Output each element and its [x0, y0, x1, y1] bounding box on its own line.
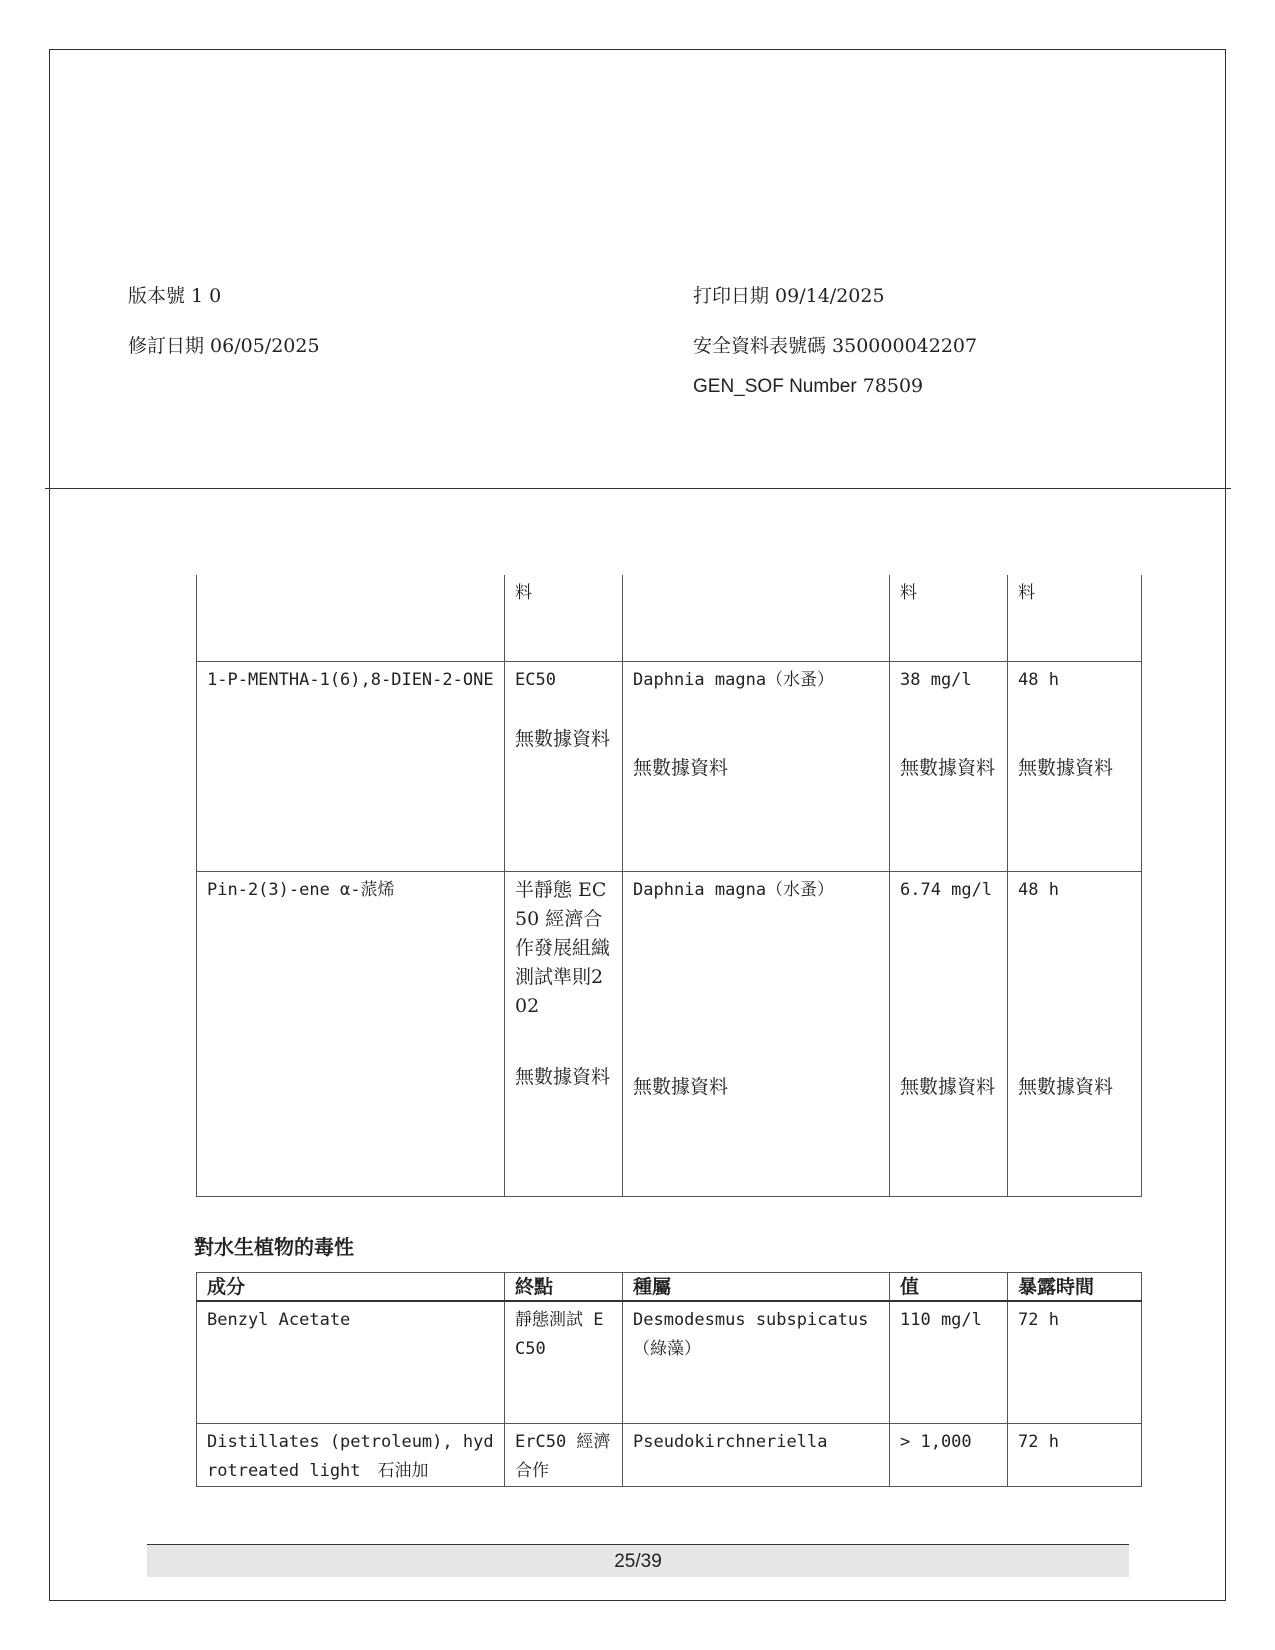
column-header-species: 種屬: [623, 1273, 890, 1302]
table-row: [197, 1423, 1142, 1486]
endpoint-no-data: 無數據資料: [515, 727, 611, 750]
value-cell: 料: [890, 575, 1008, 661]
aquatic-plant-toxicity-table: [196, 1272, 1142, 1487]
endpoint-no-data: 無數據資料: [515, 1065, 611, 1088]
print-date: 打印日期 09/14/2025: [693, 285, 885, 307]
exposure-cell: 料: [1008, 575, 1142, 661]
gen-sof-label: GEN_SOF Number: [693, 376, 857, 397]
value-cell: 110 mg/l: [890, 1301, 1008, 1423]
endpoint-value: EC50: [515, 669, 556, 690]
exposure-value: 48 h: [1018, 669, 1059, 690]
endpoint-cell: [505, 871, 623, 1196]
table-row: [197, 575, 1142, 661]
table-row: [197, 871, 1142, 1196]
table-row: [197, 1301, 1142, 1423]
column-header-exposure: 暴露時間: [1008, 1273, 1142, 1302]
species-cell: [623, 871, 890, 1196]
component-cell: 1-P-MENTHA-1(6),8-DIEN-2-ONE: [197, 661, 505, 871]
exposure-cell: [1008, 871, 1142, 1196]
header-divider: [45, 488, 1231, 489]
page-number-footer: 25/39: [147, 1544, 1129, 1577]
column-header-component: 成分: [197, 1273, 505, 1302]
component-cell: Pin-2(3)-ene α-蒎烯: [197, 871, 505, 1196]
column-header-endpoint: 終點: [505, 1273, 623, 1302]
species-cell: [623, 661, 890, 871]
exposure-no-data: 無數據資料: [1018, 756, 1114, 779]
value-no-data: 無數據資料: [900, 756, 996, 779]
value-cell: > 1,000: [890, 1423, 1008, 1486]
species-cell: [623, 575, 890, 661]
species-no-data: 無數據資料: [633, 1075, 729, 1098]
exposure-cell: 72 h: [1008, 1423, 1142, 1486]
value-value: 6.74 mg/l: [900, 879, 993, 900]
section-title-aquatic-plants: 對水生植物的毒性: [194, 1235, 354, 1259]
endpoint-cell: [505, 661, 623, 871]
gen-sof-number: [693, 375, 923, 398]
species-cell: Pseudokirchneriella: [623, 1423, 890, 1486]
endpoint-cell: 靜態測試 EC50: [505, 1301, 623, 1423]
value-cell: [890, 871, 1008, 1196]
species-value: Daphnia magna（水蚤）: [633, 669, 835, 690]
endpoint-value: 半靜態 EC50 經濟合作發展組織測試準則202: [515, 878, 611, 1017]
aquatic-invertebrate-toxicity-table-continued: [196, 575, 1142, 1197]
gen-sof-value: 78509: [862, 375, 924, 397]
species-cell: Desmodesmus subspicatus（綠藻）: [623, 1301, 890, 1423]
sds-number: 安全資料表號碼 350000042207: [693, 335, 978, 357]
species-no-data: 無數據資料: [633, 756, 729, 779]
table-row: [197, 661, 1142, 871]
exposure-cell: 72 h: [1008, 1301, 1142, 1423]
value-no-data: 無數據資料: [900, 1075, 996, 1098]
value-value: 38 mg/l: [900, 669, 972, 690]
revision-date: 修訂日期 06/05/2025: [128, 335, 320, 357]
component-cell: Benzyl Acetate: [197, 1301, 505, 1423]
species-value: Daphnia magna（水蚤）: [633, 879, 835, 900]
version-number: 版本號 1 0: [128, 285, 222, 307]
endpoint-cell: 料: [505, 575, 623, 661]
column-header-value: 值: [890, 1273, 1008, 1302]
exposure-no-data: 無數據資料: [1018, 1075, 1114, 1098]
exposure-cell: [1008, 661, 1142, 871]
table-header-row: [197, 1273, 1142, 1302]
component-cell: Distillates (petroleum), hydrotreated light 石油加: [197, 1423, 505, 1486]
endpoint-cell: ErC50 經濟合作: [505, 1423, 623, 1486]
component-cell: [197, 575, 505, 661]
value-cell: [890, 661, 1008, 871]
exposure-value: 48 h: [1018, 879, 1059, 900]
